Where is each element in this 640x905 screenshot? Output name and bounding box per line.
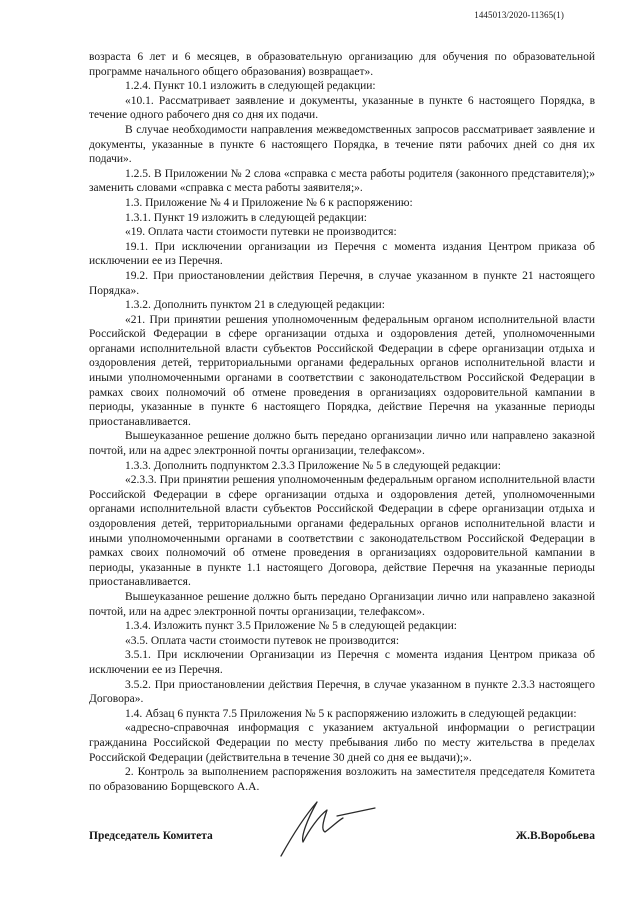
- paragraph: 19.1. При исключении организации из Перечня с момента издания Центром приказа об исключении ее из Перечня.: [89, 240, 595, 268]
- signatory-name: Ж.В.Воробьева: [515, 830, 595, 842]
- paragraph: «2.3.3. При принятии решения уполномоченным федеральным органом исполнительной власти Российской Федерации в сфере организации отдыха и оздоровления детей, уполномоченными органами исполнительной власти субъектов Российской Федерации в сфере организации отдыха и оздоровления детей, территориальными органами федеральных органов исполнительной власти и иными уполномоченными органами в соответствии с законодательством Российской Федерации в рамках своих полномочий об отмене проведения в организациях оздоровительной кампании в периоды, указанные в пункте 1.1 настоящего Договора, действие Перечня на указанные периоды приостанавливается.: [89, 474, 595, 589]
- paragraph: «3.5. Оплата части стоимости путевок не производится:: [125, 634, 400, 647]
- paragraph: 19.2. При приостановлении действия Перечня, в случае указанном в пункте 21 настоящего Порядка».: [89, 269, 595, 297]
- paragraph: 1.4. Абзац 6 пункта 7.5 Приложения № 5 к распоряжению изложить в следующей редакции:: [125, 707, 577, 720]
- paragraph: В случае необходимости направления межведомственных запросов рассматривает заявление и документы, указанные в пункте 6 настоящего Порядка, в течение пяти рабочих дней со дня их подачи».: [89, 123, 595, 166]
- paragraph: 1.3. Приложение № 4 и Приложение № 6 к распоряжению:: [125, 196, 413, 209]
- document-number: 1445013/2020-11365(1): [474, 10, 564, 20]
- paragraph: Вышеуказанное решение должно быть передано организации лично или направлено заказной почтой, или на адрес электронной почты организации, телефаксом».: [89, 430, 595, 458]
- document-body: [89, 50, 595, 794]
- paragraph: 1.3.4. Изложить пункт 3.5 Приложение № 5 в следующей редакции:: [125, 620, 457, 633]
- paragraph: «19. Оплата части стоимости путевки не производится:: [125, 226, 397, 239]
- paragraph: 3.5.1. При исключении Организации из Перечня с момента издания Центром приказа об исключении ее из Перечня.: [89, 649, 595, 676]
- handwritten-signature: [277, 790, 387, 860]
- paragraph: возраста 6 лет и 6 месяцев, в образовательную организацию для обучения по образовательной программе начального общего образования) возвращает».: [89, 51, 595, 78]
- signatory-title: Председатель Комитета: [89, 830, 213, 842]
- paragraph: «21. При принятии решения уполномоченным федеральным органом исполнительной власти Российской Федерации в сфере организации отдыха и оздоровления детей, уполномоченными органами исполнительной власти субъектов Российской Федерации в сфере организации отдыха и оздоровления детей, территориальными органами федеральных органов исполнительной власти и иными уполномоченными органами в соответствии с законодательством Российской Федерации в рамках своих полномочий об отмене проведения в организациях оздоровительной кампании в периоды, указанные в пункте 6 настоящего Порядка, действие Перечня на указанные периоды приостанавливается.: [89, 313, 595, 428]
- paragraph: 2. Контроль за выполнением распоряжения возложить на заместителя председателя Комитета по образованию Борщевского А.А.: [89, 766, 595, 793]
- paragraph: 1.3.3. Дополнить подпунктом 2.3.3 Приложение № 5 в следующей редакции:: [125, 459, 501, 472]
- paragraph: 1.3.2. Дополнить пунктом 21 в следующей редакции:: [125, 299, 385, 312]
- paragraph: 1.2.4. Пункт 10.1 изложить в следующей редакции:: [125, 80, 376, 93]
- paragraph: 1.3.1. Пункт 19 изложить в следующей редакции:: [125, 211, 367, 224]
- paragraph: 3.5.2. При приостановлении действия Перечня, в случае указанном в пункте 2.3.3 настоящего Договора».: [89, 678, 595, 706]
- paragraph: Вышеуказанное решение должно быть передано Организации лично или направлено заказной почтой, или на адрес электронной почты организации, телефаксом».: [89, 590, 595, 618]
- signature-block: [89, 820, 595, 880]
- paragraph: «10.1. Рассматривает заявление и документы, указанные в пункте 6 настоящего Порядка, в течение одного рабочего дня со дня их подачи.: [89, 94, 595, 122]
- paragraph: «адресно-справочная информация с указанием актуальной информации о регистрации гражданина Российской Федерации по месту пребывания либо по месту жительства в пределах Российской Федерации (действительна в течение 30 дней со дня ее выдачи);».: [89, 722, 595, 764]
- paragraph: 1.2.5. В Приложении № 2 слова «справка с места работы родителя (законного представителя);» заменить словами «справка с места работы заявителя;».: [89, 167, 595, 195]
